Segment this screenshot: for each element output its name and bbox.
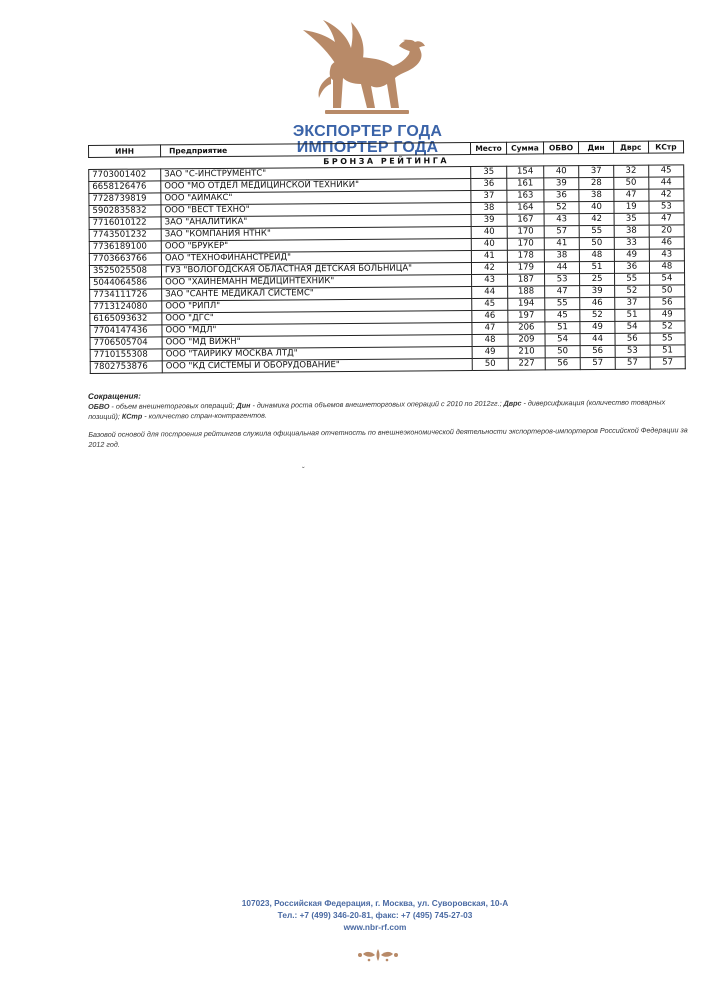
sum-cell: 167 <box>507 214 544 226</box>
kstr-cell: 53 <box>649 201 684 213</box>
obvo-cell: 55 <box>544 298 580 310</box>
kstr-cell: 57 <box>650 357 685 369</box>
company-cell: ООО "МО ОТДЕЛ МЕДИЦИНСКОЙ ТЕХНИКИ" <box>161 178 471 192</box>
company-cell: ООО "ДГС" <box>162 310 472 324</box>
obvo-cell: 52 <box>544 202 580 214</box>
floral-ornament-icon <box>355 947 401 963</box>
din-cell: 49 <box>580 321 614 333</box>
dvrs-cell: 55 <box>614 273 649 285</box>
sum-cell: 194 <box>508 298 545 310</box>
inn-cell: 7728739819 <box>89 193 161 206</box>
company-cell: ООО "МД ВИЖН" <box>162 334 472 348</box>
abbr-kstr-desc: - количество стран-контрагентов. <box>142 410 267 421</box>
place-cell: 40 <box>471 238 507 250</box>
company-cell: ООО "ВЕСТ ТЕХНО" <box>161 202 471 216</box>
din-cell: 40 <box>579 201 613 213</box>
place-cell: 44 <box>472 286 508 298</box>
obvo-cell: 44 <box>544 262 580 274</box>
winged-lion-icon <box>295 18 435 123</box>
column-header-dvrs: Дврс <box>613 141 648 153</box>
inn-cell: 5902835832 <box>89 205 161 218</box>
kstr-cell: 45 <box>648 165 683 177</box>
abbr-dvrs: Дврс <box>503 398 522 408</box>
sum-cell: 164 <box>507 202 544 214</box>
din-cell: 42 <box>579 213 613 225</box>
brand-title-exporter: ЭКСПОРТЕР ГОДА <box>292 123 443 140</box>
obvo-cell: 40 <box>543 166 579 178</box>
company-cell: ООО "МДЛ" <box>162 322 472 336</box>
column-header-obvo: ОБВО <box>543 142 579 154</box>
kstr-cell: 55 <box>650 333 685 345</box>
sum-cell: 197 <box>508 310 545 322</box>
place-cell: 49 <box>472 346 508 358</box>
footer-address: 107023, Российская Федерация, г. Москва, ул. Суворовская, 10-А <box>241 898 509 908</box>
kstr-cell: 20 <box>649 225 684 237</box>
inn-cell: 7703001402 <box>89 169 161 182</box>
din-cell: 44 <box>580 333 614 345</box>
obvo-cell: 41 <box>544 238 580 250</box>
place-cell: 41 <box>471 250 507 262</box>
place-cell: 35 <box>471 166 507 178</box>
sum-cell: 163 <box>507 190 544 202</box>
dvrs-cell: 35 <box>614 213 649 225</box>
place-cell: 50 <box>472 358 508 370</box>
sum-cell: 227 <box>508 358 545 370</box>
dvrs-cell: 32 <box>613 165 648 177</box>
kstr-cell: 50 <box>649 285 684 297</box>
dvrs-cell: 56 <box>615 333 650 345</box>
sum-cell: 209 <box>508 334 545 346</box>
inn-cell: 7713124080 <box>90 301 162 314</box>
inn-cell: 7802753876 <box>90 361 162 374</box>
inn-cell: 7704147436 <box>90 325 162 338</box>
dvrs-cell: 52 <box>614 285 649 297</box>
obvo-cell: 54 <box>545 334 581 346</box>
basis-text: Базовой основой для построения рейтингов служила официальная отчетность по внешнеэкономической деятельности экспортеров-импортеров Российской Федерации за 2012 год. <box>88 425 688 449</box>
sum-cell: 206 <box>508 322 545 334</box>
obvo-cell: 43 <box>544 214 580 226</box>
sum-cell: 170 <box>507 226 544 238</box>
place-cell: 45 <box>472 298 508 310</box>
din-cell: 50 <box>580 237 614 249</box>
company-cell: ООО "ХАЙНЕМАНН МЕДИЦИНТЕХНИК" <box>162 274 472 288</box>
dvrs-cell: 19 <box>614 201 649 213</box>
inn-cell: 7743501232 <box>89 229 161 242</box>
company-cell: ОАО "ТЕХНОФИНАНСТРЕЙД" <box>161 250 471 264</box>
dvrs-cell: 50 <box>613 177 648 189</box>
din-cell: 37 <box>579 165 613 177</box>
abbr-kstr: КСтр <box>121 411 143 421</box>
brand-title-importer: ИМПОРТЕР ГОДА <box>296 139 439 156</box>
section-title: БРОНЗА РЕЙТИНГА <box>89 153 684 170</box>
company-cell: ООО "ТАЙРИКУ МОСКВА ЛТД" <box>162 346 472 360</box>
din-cell: 46 <box>580 297 614 309</box>
obvo-cell: 56 <box>545 358 581 370</box>
dvrs-cell: 51 <box>614 309 649 321</box>
abbr-obvo-desc: - объем внешнеторговых операций; <box>109 400 237 411</box>
inn-cell: 3525025508 <box>89 265 161 278</box>
inn-cell: 7716010122 <box>89 217 161 230</box>
din-cell: 56 <box>580 345 614 357</box>
din-cell: 55 <box>580 225 614 237</box>
company-cell: ООО "БРУКЕР" <box>161 238 471 252</box>
abbr-obvo: ОБВО <box>88 401 110 411</box>
inn-cell: 7734111726 <box>90 289 162 302</box>
column-header-place: Место <box>470 142 506 154</box>
obvo-cell: 39 <box>543 178 579 190</box>
company-cell: ООО "АЙМАКС" <box>161 190 471 204</box>
sum-cell: 161 <box>507 178 544 190</box>
kstr-cell: 42 <box>649 189 684 201</box>
column-header-sum: Сумма <box>507 142 544 154</box>
kstr-cell: 48 <box>649 261 684 273</box>
inn-cell: 7710155308 <box>90 349 162 362</box>
dvrs-cell: 33 <box>614 237 649 249</box>
company-cell: ЗАО "С-ИНСТРУМЕНТС" <box>161 166 471 180</box>
footer-phone: Тел.: +7 (499) 346-20-81, факс: +7 (495) 745-27-03 <box>277 910 473 920</box>
dvrs-cell: 49 <box>614 249 649 261</box>
scan-mark: ˇ <box>302 466 305 475</box>
place-cell: 42 <box>471 262 507 274</box>
inn-cell: 6165093632 <box>90 313 162 326</box>
sum-cell: 154 <box>507 166 544 178</box>
inn-cell: 7706505704 <box>90 337 162 350</box>
obvo-cell: 51 <box>545 322 581 334</box>
obvo-cell: 57 <box>544 226 580 238</box>
kstr-cell: 47 <box>649 213 684 225</box>
inn-cell: 7703663766 <box>89 253 161 266</box>
din-cell: 48 <box>580 249 614 261</box>
inn-cell: 5044064586 <box>90 277 162 290</box>
place-cell: 48 <box>472 334 508 346</box>
obvo-cell: 38 <box>544 250 580 262</box>
inn-cell: 7736189100 <box>89 241 161 254</box>
inn-cell: 6658126476 <box>89 181 161 194</box>
sum-cell: 210 <box>508 346 545 358</box>
abbr-din: Дин <box>236 400 251 410</box>
dvrs-cell: 54 <box>615 321 650 333</box>
place-cell: 43 <box>471 274 507 286</box>
obvo-cell: 47 <box>544 286 580 298</box>
company-cell: ГУЗ "ВОЛОГОДСКАЯ ОБЛАСТНАЯ ДЕТСКАЯ БОЛЬНИЦА" <box>161 262 471 276</box>
din-cell: 28 <box>579 177 613 189</box>
sum-cell: 179 <box>508 262 545 274</box>
kstr-cell: 51 <box>650 345 685 357</box>
abbr-dvrs-desc: - диверсификация (количество товарных позиций); <box>88 397 666 421</box>
notes-block <box>88 387 688 450</box>
dvrs-cell: 37 <box>614 297 649 309</box>
kstr-cell: 46 <box>649 237 684 249</box>
company-cell: ЗАО "САНТЕ МЕДИКАЛ СИСТЕМС" <box>162 286 472 300</box>
dvrs-cell: 57 <box>615 357 650 369</box>
obvo-cell: 50 <box>545 346 581 358</box>
din-cell: 57 <box>581 357 615 369</box>
column-header-inn: ИНН <box>89 145 161 158</box>
company-cell: ООО "КД СИСТЕМЫ И ОБОРУДОВАНИЕ" <box>162 358 472 372</box>
sum-cell: 170 <box>507 238 544 250</box>
sum-cell: 187 <box>508 274 545 286</box>
place-cell: 47 <box>472 322 508 334</box>
place-cell: 46 <box>472 310 508 322</box>
dvrs-cell: 38 <box>614 225 649 237</box>
notes-title: Сокращения: <box>88 391 141 401</box>
din-cell: 52 <box>580 309 614 321</box>
dvrs-cell: 53 <box>615 345 650 357</box>
rating-table <box>88 140 686 374</box>
obvo-cell: 36 <box>544 190 580 202</box>
kstr-cell: 56 <box>649 297 684 309</box>
kstr-cell: 52 <box>650 321 685 333</box>
dvrs-cell: 47 <box>614 189 649 201</box>
abbreviations-text <box>88 397 688 422</box>
company-cell: ООО "РИПЛ" <box>162 298 472 312</box>
company-cell: ЗАО "КОМПАНИЯ НТНК" <box>161 226 471 240</box>
footer-website-link[interactable]: www.nbr-rf.com <box>343 922 407 932</box>
abbr-din-desc: - динамика роста объемов внешнеторговых операций с 2010 по 2012гг.; <box>250 398 504 410</box>
sum-cell: 188 <box>508 286 545 298</box>
place-cell: 37 <box>471 190 507 202</box>
place-cell: 40 <box>471 226 507 238</box>
place-cell: 39 <box>471 214 507 226</box>
column-header-din: Дин <box>579 141 613 153</box>
kstr-cell: 44 <box>649 177 684 189</box>
dvrs-cell: 36 <box>614 261 649 273</box>
din-cell: 38 <box>579 189 613 201</box>
obvo-cell: 53 <box>544 274 580 286</box>
place-cell: 36 <box>471 178 507 190</box>
din-cell: 51 <box>580 261 614 273</box>
sum-cell: 178 <box>507 250 544 262</box>
place-cell: 38 <box>471 202 507 214</box>
company-cell: ЗАО "АНАЛИТИКА" <box>161 214 471 228</box>
kstr-cell: 49 <box>650 309 685 321</box>
kstr-cell: 54 <box>649 273 684 285</box>
obvo-cell: 45 <box>544 310 580 322</box>
din-cell: 39 <box>580 285 614 297</box>
din-cell: 25 <box>580 273 614 285</box>
column-header-company: Предприятие <box>161 142 471 156</box>
kstr-cell: 43 <box>649 249 684 261</box>
column-header-kstr: КСтр <box>648 141 683 153</box>
